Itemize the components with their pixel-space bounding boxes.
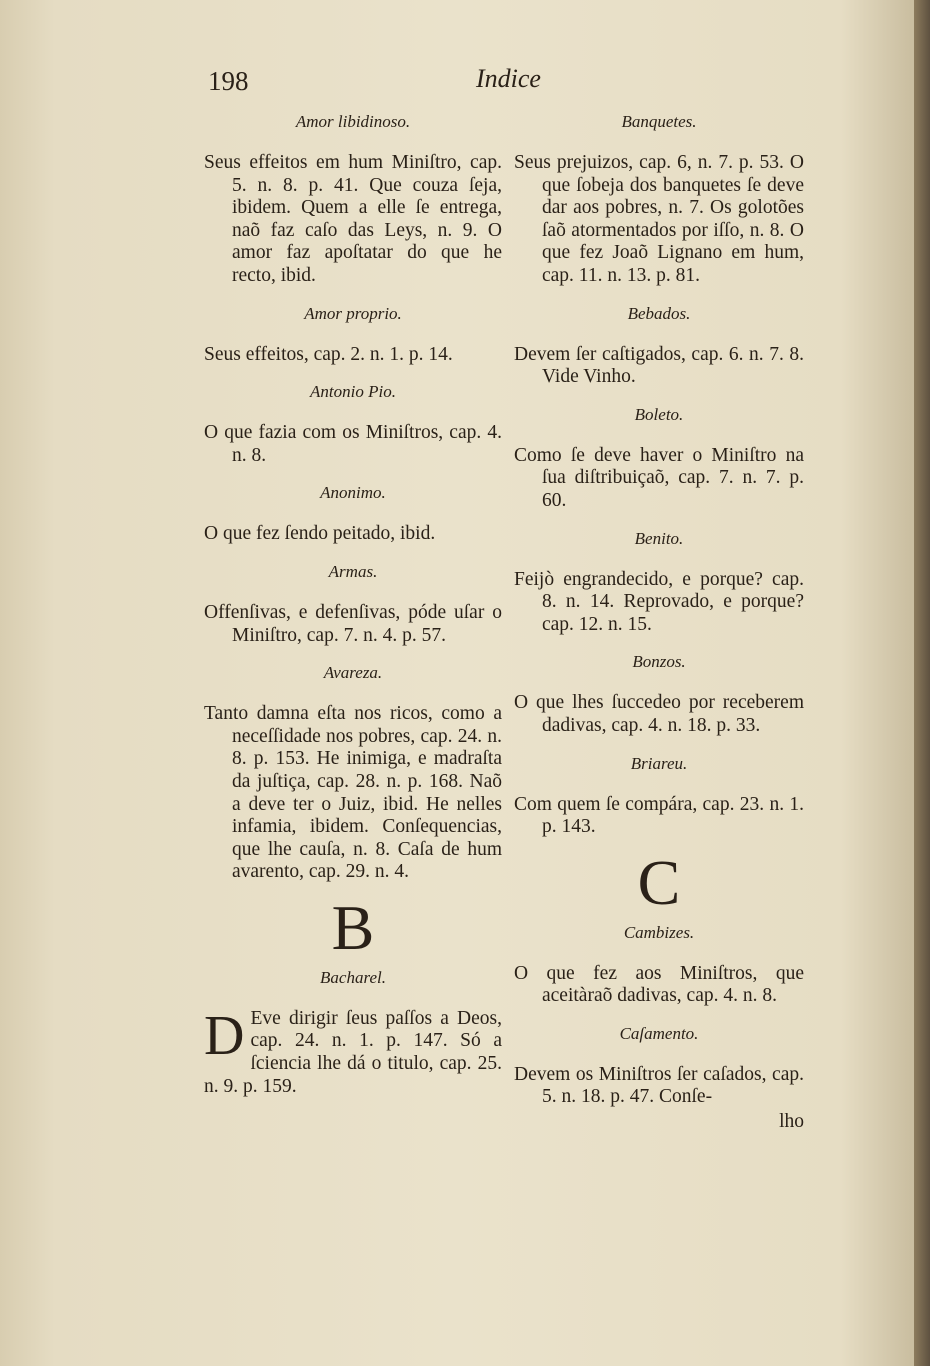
- entry-text: Tanto damna eſta nos ricos, como a neceſſidade nos pobres, cap. 24. n. 8. p. 153. He inimiga, e madraſta da juſtiça, cap. 28. n. p. 168. Naõ a deve ter o Juiz, ibid. He nelles infamia, ibidem. Conſequencias, que lhe cauſa, n. 8. Caſa de hum avarento, cap. 29. n. 4.: [204, 703, 502, 883]
- index-entry: [514, 529, 804, 637]
- index-entry: [204, 663, 502, 884]
- index-entry: [204, 112, 502, 288]
- entry-body: Eve dirigir ſeus paſſos a Deos, cap. 24. n. 1. p. 147. Só a ſciencia lhe dá o titulo, cap. 25. n. 9. p. 159.: [204, 1007, 502, 1097]
- entry-heading: Briareu.: [630, 753, 688, 773]
- index-entry: [514, 405, 804, 513]
- entry-text: Como ſe deve haver o Miniſtro na ſua diſtribuiçaõ, cap. 7. n. 7. p. 60.: [514, 444, 804, 511]
- entry-heading: Anonimo.: [320, 483, 386, 503]
- entry-text: Seus effeitos, cap. 2. n. 1. p. 14.: [204, 343, 453, 365]
- entry-text: Feijò engrandecido, e porque? cap. 8. n. 14. Reprovado, e porque? cap. 12. n. 15.: [514, 568, 804, 635]
- entry-heading: Bebados.: [627, 303, 691, 323]
- index-entry: [204, 968, 502, 1098]
- entry-text: Seus prejuizos, cap. 6, n. 7. p. 53. O que ſobeja dos banquetes ſe deve dar aos pobres, n. 7. Os golotões ſaõ atormentados por iſſo, n. 8. O que fez Joaõ Lignano em hum, cap. 11. n. 13. p. 81.: [514, 152, 804, 286]
- entry-heading: Bonzos.: [632, 652, 686, 672]
- entry-heading: Banquetes.: [621, 112, 697, 131]
- entry-text: O que fazia com os Miniſtros, cap. 4. n. 8.: [204, 422, 502, 466]
- entry-heading: Avareza.: [323, 663, 383, 683]
- entry-text: Offenſivas, e defenſivas, póde uſar o Miniſtro, cap. 7. n. 4. p. 57.: [204, 601, 502, 646]
- book-spine: [914, 0, 930, 1366]
- entry-text: Devem ſer caſtigados, cap. 6. n. 7. 8. Vide Vinho.: [514, 343, 804, 388]
- entry-heading: Bacharel.: [320, 967, 386, 987]
- index-entry: [204, 304, 502, 367]
- index-entry: [204, 382, 502, 467]
- entry-heading: Cambizes.: [623, 922, 695, 942]
- running-head: Indice: [476, 64, 541, 93]
- entry-heading: Boleto.: [634, 404, 684, 424]
- entry-heading: Antonio Pio.: [310, 382, 396, 402]
- entry-heading: Amor proprio.: [304, 303, 402, 323]
- section-letter-c: C: [637, 846, 681, 918]
- left-column: [204, 112, 502, 1114]
- entry-heading: Benito.: [634, 528, 684, 548]
- index-entry: [514, 923, 804, 1008]
- entry-heading: Caſamento.: [619, 1023, 699, 1043]
- entry-text: Seus effeitos em hum Miniſtro, cap. 5. n. 8. p. 41. Que couza ſeja, ibidem. Quem a elle ſe entrega, naõ faz caſo das Leys, n. 9. O amor faz apoſtatar do que he recto, ibid.: [204, 152, 502, 286]
- index-entry: [514, 304, 804, 389]
- index-entry: [514, 112, 804, 288]
- catchword: lho: [779, 1111, 804, 1133]
- entry-heading: Armas.: [328, 561, 378, 581]
- index-entry: [514, 754, 804, 839]
- entry-text: O que fez aos Miniſtros, que aceitàraõ dadivas, cap. 4. n. 8.: [514, 962, 804, 1007]
- entry-text: Devem os Miniſtros ſer caſados, cap. 5. n. 18. p. 47. Conſe-: [514, 1063, 804, 1108]
- entry-text: [204, 1004, 502, 1098]
- entry-heading: Amor libidinoso.: [295, 112, 411, 131]
- index-entry: [514, 652, 804, 737]
- entry-text: O que lhes ſuccedeo por receberem dadivas, cap. 4. n. 18. p. 33.: [514, 692, 804, 736]
- entry-text: O que fez ſendo peitado, ibid.: [204, 523, 436, 545]
- section-letter-b: B: [331, 891, 375, 963]
- page-number: 198: [208, 66, 249, 96]
- drop-cap: D: [204, 1004, 245, 1067]
- index-entry: [514, 1024, 804, 1109]
- entry-text: Com quem ſe compára, cap. 23. n. 1. p. 143.: [514, 793, 804, 838]
- index-entry: [204, 562, 502, 647]
- right-column: [514, 112, 804, 1133]
- index-entry: [204, 483, 502, 546]
